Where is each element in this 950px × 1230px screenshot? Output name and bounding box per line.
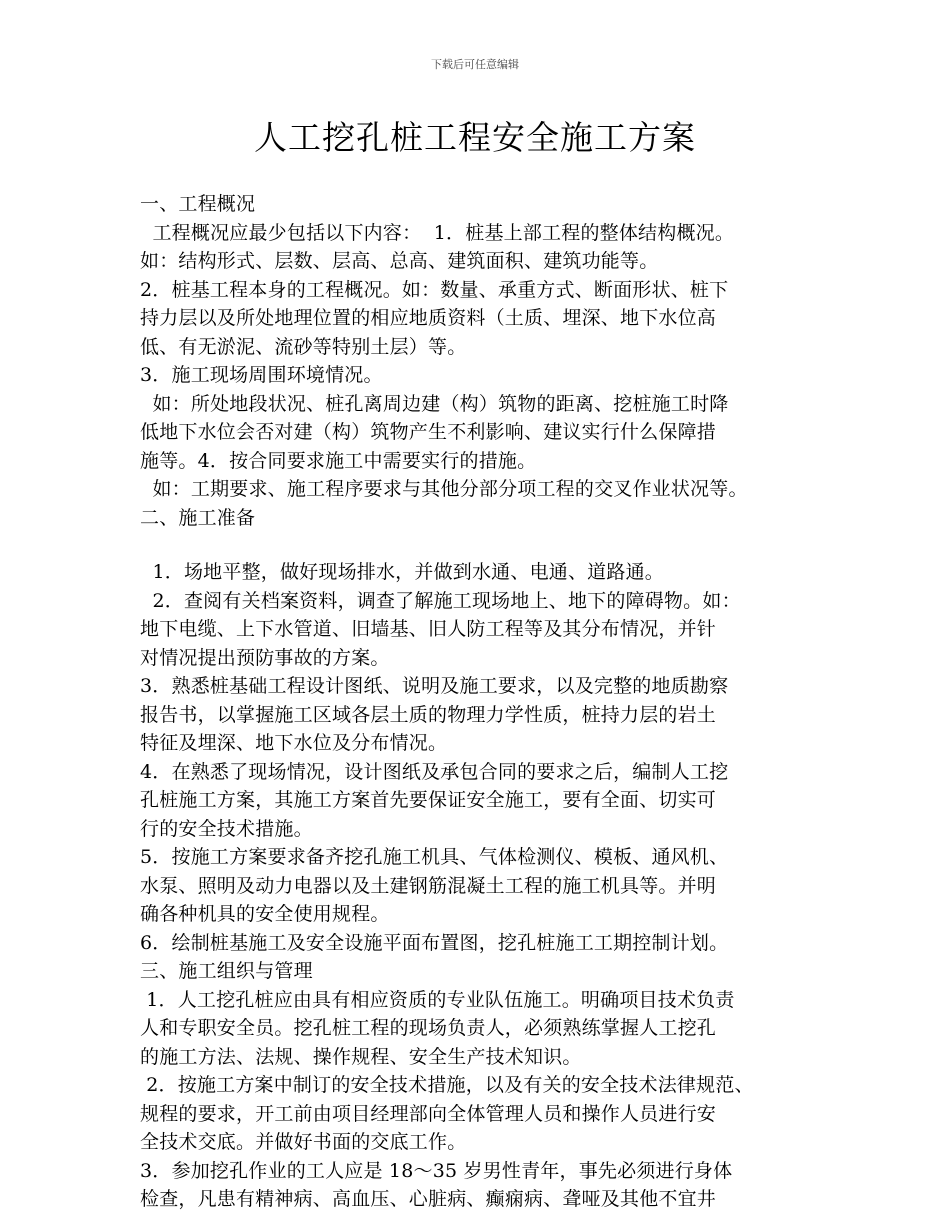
paragraph-line: 如：结构形式、层数、层高、总高、建筑面积、建筑功能等。 xyxy=(140,250,659,272)
header-note: 下载后可任意编辑 xyxy=(431,58,519,71)
section-heading: 三、施工组织与管理 xyxy=(140,960,313,982)
paragraph-line: 行的安全技术措施。 xyxy=(140,817,313,840)
paragraph-line: 2．按施工方案中制订的安全技术措施，以及有关的安全技术法律规范、 xyxy=(140,1074,754,1096)
paragraph-line: 规程的要求，开工前由项目经理部向全体管理人员和操作人员进行安 xyxy=(140,1102,717,1125)
paragraph-line: 6．绘制桩基施工及安全设施平面布置图，挖孔桩施工工期控制计划。 xyxy=(140,931,729,954)
paragraph-line: 水泵、照明及动力电器以及土建钢筋混凝土工程的施工机具等。并明 xyxy=(140,874,717,897)
document-body xyxy=(140,190,830,1214)
paragraph-line: 1．场地平整，做好现场排水，并做到水通、电通、道路通。 xyxy=(140,561,664,583)
paragraph-line: 3．施工现场周围环境情况。 xyxy=(140,364,383,386)
paragraph-line: 5．按施工方案要求备齐挖孔施工机具、气体检测仪、模板、通风机、 xyxy=(140,846,729,868)
blank-line xyxy=(140,532,830,558)
paragraph-line: 3．熟悉桩基础工程设计图纸、说明及施工要求，以及完整的地质勘察 xyxy=(140,675,729,697)
paragraph-line: 如：所处地段状况、桩孔离周边建（构）筑物的距离、挖桩施工时降 xyxy=(140,392,729,415)
paragraph-line: 低、有无淤泥、流砂等特别土层）等。 xyxy=(140,335,467,358)
paragraph-line: 人和专职安全员。挖孔桩工程的现场负责人，必须熟练掌握人工挖孔 xyxy=(140,1017,717,1039)
paragraph-line: 3．参加挖孔作业的工人应是 18～35 岁男性青年，事先必须进行身体 xyxy=(140,1159,733,1182)
paragraph-line: 的施工方法、法规、操作规程、安全生产技术知识。 xyxy=(140,1045,582,1068)
document-title: 人工挖孔桩工程安全施工方案 xyxy=(254,118,696,157)
paragraph-line: 确各种机具的安全使用规程。 xyxy=(140,903,390,925)
paragraph-line: 施等。4．按合同要求施工中需要实行的措施。 xyxy=(140,449,537,472)
paragraph-line: 对情况提出预防事故的方案。 xyxy=(140,646,390,669)
paragraph-line: 持力层以及所处地理位置的相应地质资料（土质、埋深、地下水位高 xyxy=(140,307,717,329)
paragraph-line: 特征及埋深、地下水位及分布情况。 xyxy=(140,732,448,754)
paragraph-line: 工程概况应最少包括以下内容： 1．桩基上部工程的整体结构概况。 xyxy=(140,221,735,244)
paragraph-line: 1．人工挖孔桩应由具有相应资质的专业队伍施工。明确项目技术负责 xyxy=(140,988,735,1011)
paragraph-line: 报告书，以掌握施工区域各层土质的物理力学性质，桩持力层的岩土 xyxy=(140,703,717,726)
paragraph-line: 2．查阅有关档案资料，调查了解施工现场地上、地下的障碍物。如： xyxy=(140,589,741,612)
paragraph-line: 低地下水位会否对建（构）筑物产生不利影响、建议实行什么保障措 xyxy=(140,421,717,443)
paragraph-line: 全技术交底。并做好书面的交底工作。 xyxy=(140,1131,467,1153)
paragraph-line: 地下电缆、上下水管道、旧墙基、旧人防工程等及其分布情况，并针 xyxy=(140,618,717,640)
paragraph-line: 如：工期要求、施工程序要求与其他分部分项工程的交叉作业状况等。 xyxy=(140,478,748,500)
section-heading: 一、工程概况 xyxy=(140,193,256,215)
paragraph-line: 检查，凡患有精神病、高血压、心脏病、癫痫病、聋哑及其他不宜井 xyxy=(140,1188,717,1210)
paragraph-line: 2．桩基工程本身的工程概况。如：数量、承重方式、断面形状、桩下 xyxy=(140,278,729,301)
paragraph-line: 4．在熟悉了现场情况，设计图纸及承包合同的要求之后，编制人工挖 xyxy=(140,760,729,783)
section-heading: 二、施工准备 xyxy=(140,506,256,529)
paragraph-line: 孔桩施工方案，其施工方案首先要保证安全施工，要有全面、切实可 xyxy=(140,789,717,811)
